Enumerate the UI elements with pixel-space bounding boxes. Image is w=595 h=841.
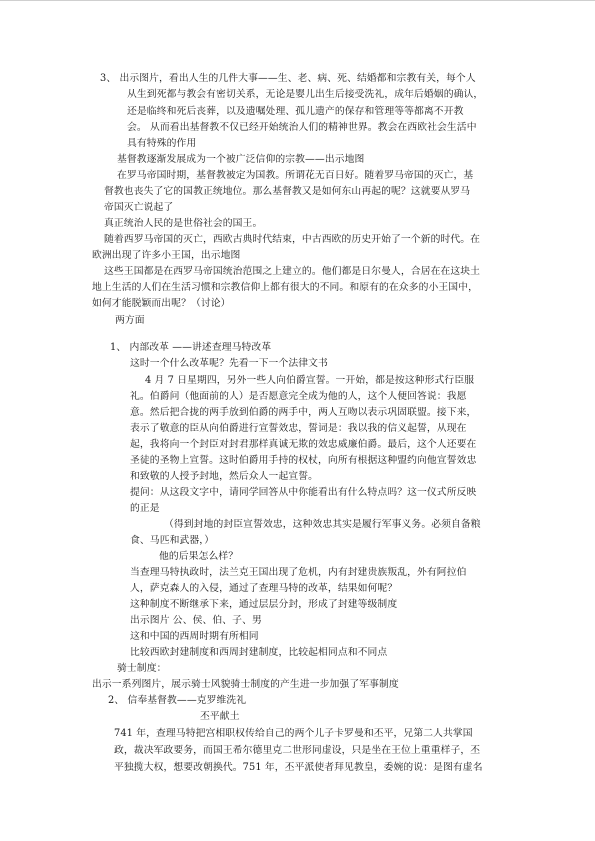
text-line: 欧洲出现了许多小王国，出示地图 xyxy=(92,250,241,261)
text-line: 随着西罗马帝国的灭亡，西欧古典时代结束，中古西欧的历史开始了一个新的时代。在 xyxy=(104,234,481,245)
text-line: 会。 从而看出基督教不仅已经开始统治人们的精神世界。教会在西欧社会生活中 xyxy=(127,122,477,133)
text-line: 意。然后把合拢的两手放到伯爵的两手中，两人互吻以表示巩固联盟。接下来， xyxy=(130,407,477,418)
text-line: 礼。伯爵问（他面前的人）是否愿意完全成为他的人，这个人便回答说：我愿 xyxy=(130,391,467,402)
text-line: 1、 内部改革 ——讲述查理马特改革 xyxy=(110,342,272,353)
text-line: 当查理马特执政时，法兰克王国出现了危机，内有封建贵族叛乱，外有阿拉伯 xyxy=(130,567,467,578)
text-line: 两方面 xyxy=(115,315,145,326)
text-line: 政，裁决军政要务，而国王希尔德里克二世形同虚设，只是坐在王位上重重样子，丕 xyxy=(114,745,481,756)
text-line: 2、 信奉基督教——克罗维洗礼 xyxy=(108,695,247,706)
text-line: 和致敬的人授予封地，然后众人一起宣誓。 xyxy=(130,471,319,482)
text-line: 真正统治人民的是世俗社会的国王。 xyxy=(104,218,263,229)
text-line: 人，萨克森人的入侵，通过了查理马特的改革，结果如何呢？ xyxy=(130,583,398,594)
text-line: （得到封地的封臣宣誓效忠，这种效忠其实是履行军事义务。必须自备粮 xyxy=(164,519,481,530)
text-line: 的正是 xyxy=(130,503,160,514)
text-line: 出示图片 公、侯、伯、子、男 xyxy=(130,615,262,626)
page-top-rule xyxy=(0,0,595,1)
text-line: 骑士制度： xyxy=(117,663,167,674)
text-line: 表示了敬意的臣从向伯爵进行宣誓效忠，誓词是：我以我的信义起誓，从现在 xyxy=(130,423,467,434)
text-line: 还是临终和死后丧葬，以及遗嘱处理、孤儿遗产的保存和管理等等都离不开教 xyxy=(127,106,464,117)
text-line: 圣徒的圣物上宣誓。这时伯爵用手持的权杖，向所有根据这种盟约向他宣誓效忠 xyxy=(130,455,477,466)
text-line: 丕平献土 xyxy=(200,711,240,722)
text-line: 3、 出示图片，看出人生的几件大事——生、老、病、死、结婚都和宗教有关，每个人 xyxy=(100,73,476,84)
text-line: 这和中国的西周时期有所相同 xyxy=(130,631,259,642)
text-line: 具有特殊的作用 xyxy=(127,138,197,149)
text-line: 帝国灭亡说起了 xyxy=(104,202,174,213)
text-line: 督教也丧失了它的国教正统地位。那么基督教又是如何东山再起的呢？这就要从罗马 xyxy=(104,186,471,197)
text-line: 起，我将向一个封臣对封君那样真诚无欺的效忠威廉伯爵。最后，这个人还要在 xyxy=(130,439,477,450)
text-line: 出示一系列图片，展示骑士风貌骑士制度的产生进一步加强了军事制度 xyxy=(92,679,399,690)
text-line: 这时一个什么改革呢？先看一下一个法律文书 xyxy=(130,358,328,369)
text-line: 从生到死都与教会有密切关系，无论是婴儿出生后接受洗礼，成年后婚姻的确认， xyxy=(127,89,484,100)
text-line: 在罗马帝国时期，基督教被定为国教。所谓花无百日好。随着罗马帝国的灭亡，基 xyxy=(117,170,474,181)
text-line: 如何才能脱颖而出呢？（讨论） xyxy=(92,298,231,309)
text-line: 这种制度不断继承下来，通过层层分封，形成了封建等级制度 xyxy=(130,599,398,610)
text-line: 741 年，查理马特把宫相职权传给自己的两个儿子卡罗曼和丕平，兄第二人共掌国 xyxy=(114,728,473,739)
text-line: 这些王国都是在西罗马帝国统治范围之上建立的。他们都是日尔曼人，合居在在这块土 xyxy=(104,266,481,277)
text-line: 比较西欧封建制度和西周封建制度，比较起相同点和不同点 xyxy=(130,647,388,658)
text-line: 他的后果怎么样？ xyxy=(159,551,239,562)
text-line: 4 月 7 日星期四，另外一些人向伯爵宣誓。一开始，都是按这种形式行臣服 xyxy=(145,375,475,386)
text-line: 地上生活的人们在生活习惯和宗教信仰上都有很大的不同。和原有的在众多的小王国中， xyxy=(92,282,478,293)
text-line: 食、马匹和武器，） xyxy=(130,535,215,546)
text-line: 基督教逐渐发展成为一个被广泛信仰的宗教——出示地图 xyxy=(117,154,365,165)
text-line: 提问：从这段文字中，请同学回答从中你能看出有什么特点吗？这一仪式所反映 xyxy=(130,487,477,498)
text-line: 平独揽大权，想要改朝换代。751 年，丕平派使者拜见教皇，委婉的说：是图有虚名 xyxy=(114,762,483,773)
